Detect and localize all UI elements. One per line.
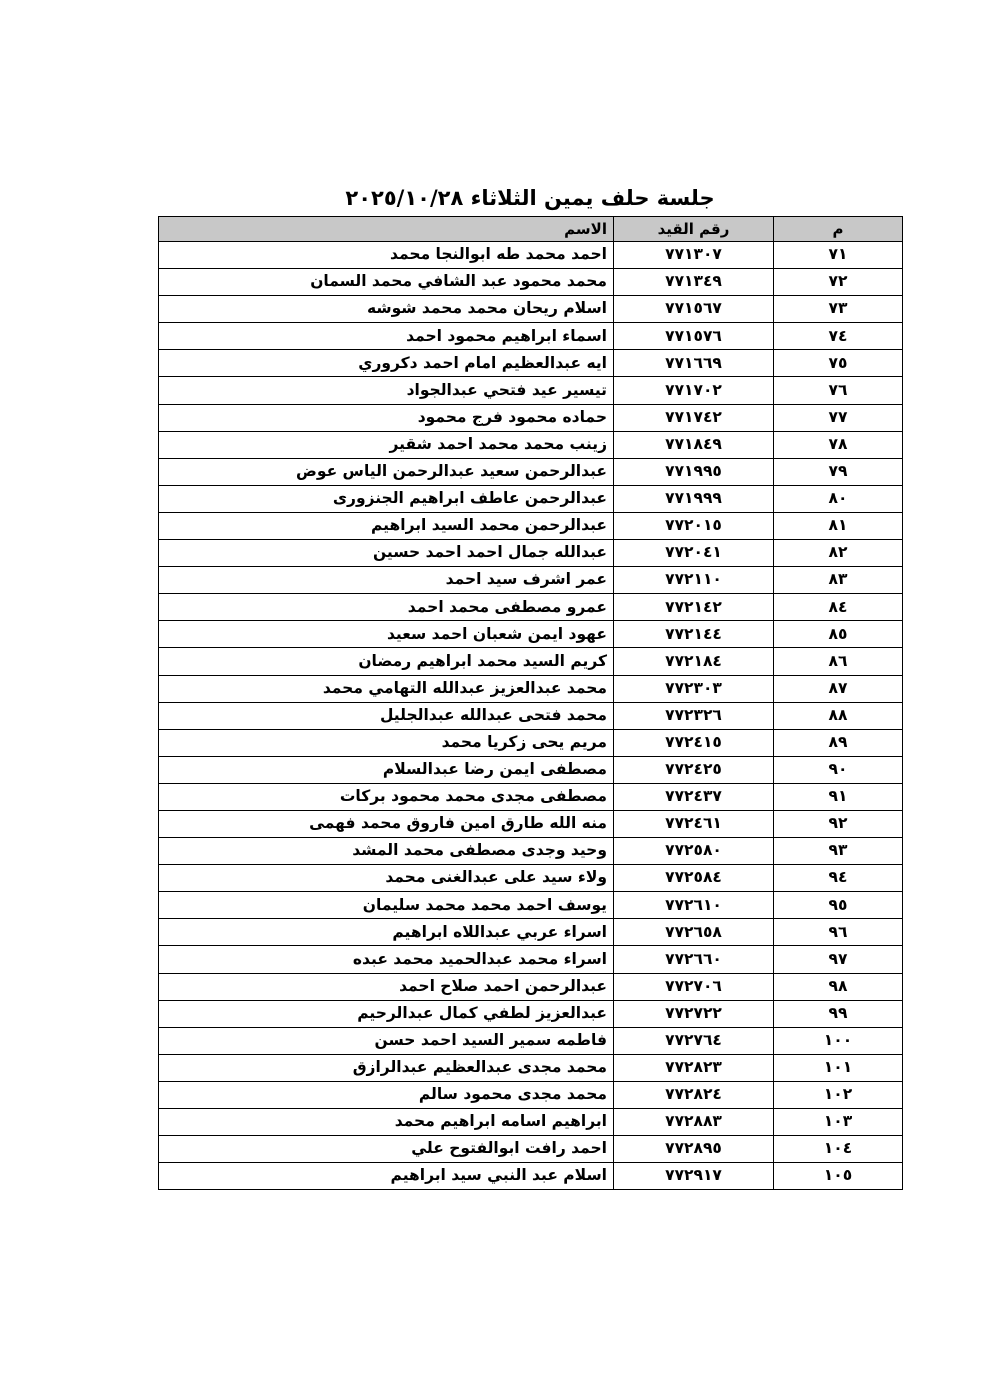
row-number: ٩٩ <box>774 1000 903 1027</box>
registration-number: ٧٧١٣٠٧ <box>614 242 774 269</box>
table-row <box>159 838 903 865</box>
registration-number: ٧٧٢٨٩٥ <box>614 1136 774 1163</box>
registration-number: ٧٧٢٥٨٤ <box>614 865 774 892</box>
registration-number: ٧٧٢٤٢٥ <box>614 756 774 783</box>
row-number: ٩١ <box>774 783 903 810</box>
row-number: ١٠٣ <box>774 1109 903 1136</box>
table-row <box>159 756 903 783</box>
row-number: ٩٠ <box>774 756 903 783</box>
table-row <box>159 377 903 404</box>
person-name: حماده محمود فرج محمود <box>159 404 614 431</box>
row-number: ٧٣ <box>774 296 903 323</box>
person-name: ابراهيم اسامه ابراهيم محمد <box>159 1109 614 1136</box>
registration-number: ٧٧٢١١٠ <box>614 567 774 594</box>
row-number: ٩٥ <box>774 892 903 919</box>
table-row <box>159 810 903 837</box>
registration-number: ٧٧٢١٨٤ <box>614 648 774 675</box>
table-row <box>159 946 903 973</box>
table-row <box>159 512 903 539</box>
registration-number: ٧٧٢٧٢٢ <box>614 1000 774 1027</box>
person-name: عبدالعزيز لطفي كمال عبدالرحيم <box>159 1000 614 1027</box>
row-number: ٧٦ <box>774 377 903 404</box>
column-header-name: الاسم <box>159 217 614 242</box>
table-row <box>159 892 903 919</box>
table-row <box>159 1136 903 1163</box>
registration-number: ٧٧٢٨٢٣ <box>614 1054 774 1081</box>
registration-number: ٧٧١٩٩٥ <box>614 458 774 485</box>
table-row <box>159 783 903 810</box>
table-row <box>159 269 903 296</box>
row-number: ٨٤ <box>774 594 903 621</box>
table-row <box>159 1000 903 1027</box>
column-header-registration: رقم القيد <box>614 217 774 242</box>
row-number: ٧٨ <box>774 431 903 458</box>
table-row <box>159 621 903 648</box>
table-row <box>159 675 903 702</box>
person-name: تيسير عيد فتحي عبدالجواد <box>159 377 614 404</box>
table-row <box>159 1027 903 1054</box>
registration-number: ٧٧٢٧٦٤ <box>614 1027 774 1054</box>
person-name: اسماء ابراهيم محمود احمد <box>159 323 614 350</box>
person-name: عبدالرحمن احمد صلاح احمد <box>159 973 614 1000</box>
person-name: محمد فتحى عبدالله عبدالجليل <box>159 702 614 729</box>
table-row <box>159 296 903 323</box>
row-number: ٨٥ <box>774 621 903 648</box>
row-number: ٨٧ <box>774 675 903 702</box>
registration-number: ٧٧١٧٠٢ <box>614 377 774 404</box>
row-number: ٨٢ <box>774 540 903 567</box>
table-row <box>159 1054 903 1081</box>
table-row <box>159 973 903 1000</box>
table-row <box>159 458 903 485</box>
person-name: اسلام عبد النبي سيد ابراهيم <box>159 1163 614 1190</box>
table-row <box>159 540 903 567</box>
person-name: محمد محمود عبد الشافي محمد السمان <box>159 269 614 296</box>
registration-number: ٧٧٢٨٨٣ <box>614 1109 774 1136</box>
person-name: كريم السيد محمد ابراهيم رمضان <box>159 648 614 675</box>
row-number: ١٠٠ <box>774 1027 903 1054</box>
row-number: ٧٥ <box>774 350 903 377</box>
table-row <box>159 648 903 675</box>
row-number: ٨١ <box>774 512 903 539</box>
registration-number: ٧٧١٧٤٢ <box>614 404 774 431</box>
row-number: ٧١ <box>774 242 903 269</box>
registration-number: ٧٧٢٨٢٤ <box>614 1081 774 1108</box>
person-name: احمد رافت ابوالفتوح علي <box>159 1136 614 1163</box>
person-name: ايه عبدالعظيم امام احمد دكروري <box>159 350 614 377</box>
registration-number: ٧٧١٦٦٩ <box>614 350 774 377</box>
table-row <box>159 242 903 269</box>
person-name: عبدالرحمن عاطف ابراهيم الجنزورى <box>159 485 614 512</box>
person-name: مريم يحى زكريا محمد <box>159 729 614 756</box>
row-number: ١٠١ <box>774 1054 903 1081</box>
row-number: ١٠٢ <box>774 1081 903 1108</box>
person-name: منه الله طارق امين فاروق محمد فهمى <box>159 810 614 837</box>
registration-number: ٧٧٢٥٨٠ <box>614 838 774 865</box>
row-number: ٨٩ <box>774 729 903 756</box>
person-name: مصطفى ايمن رضا عبدالسلام <box>159 756 614 783</box>
registration-number: ٧٧١٩٩٩ <box>614 485 774 512</box>
registration-number: ٧٧١٣٤٩ <box>614 269 774 296</box>
roster-table <box>158 216 903 1190</box>
registration-number: ٧٧٢٣٠٣ <box>614 675 774 702</box>
row-number: ٩٢ <box>774 810 903 837</box>
person-name: وحيد وجدى مصطفى محمد المشد <box>159 838 614 865</box>
table-row <box>159 404 903 431</box>
table-row <box>159 323 903 350</box>
table-row <box>159 1081 903 1108</box>
row-number: ٩٨ <box>774 973 903 1000</box>
person-name: فاطمه سمير السيد احمد حسن <box>159 1027 614 1054</box>
table-row <box>159 919 903 946</box>
registration-number: ٧٧١٨٤٩ <box>614 431 774 458</box>
person-name: عمرو مصطفى محمد احمد <box>159 594 614 621</box>
table-row <box>159 1109 903 1136</box>
person-name: عمر اشرف سيد احمد <box>159 567 614 594</box>
row-number: ٩٧ <box>774 946 903 973</box>
registration-number: ٧٧٢٦٦٠ <box>614 946 774 973</box>
person-name: اسراء عربي عبداللاه ابراهيم <box>159 919 614 946</box>
registration-number: ٧٧٢٠٤١ <box>614 540 774 567</box>
registration-number: ٧٧٢٩١٧ <box>614 1163 774 1190</box>
registration-number: ٧٧٢١٤٤ <box>614 621 774 648</box>
table-row <box>159 729 903 756</box>
person-name: احمد محمد طه ابوالنجا محمد <box>159 242 614 269</box>
person-name: ولاء سيد على عبدالغنى محمد <box>159 865 614 892</box>
table-body <box>159 242 903 1190</box>
registration-number: ٧٧٢٤١٥ <box>614 729 774 756</box>
person-name: زينب محمد محمد احمد شقير <box>159 431 614 458</box>
row-number: ٧٧ <box>774 404 903 431</box>
person-name: يوسف احمد محمد محمد سليمان <box>159 892 614 919</box>
person-name: محمد عبدالعزيز عبدالله التهامي محمد <box>159 675 614 702</box>
row-number: ١٠٤ <box>774 1136 903 1163</box>
person-name: محمد مجدى عبدالعظيم عبدالرازق <box>159 1054 614 1081</box>
registration-number: ٧٧٢٠١٥ <box>614 512 774 539</box>
row-number: ٧٤ <box>774 323 903 350</box>
person-name: اسراء محمد عبدالحميد محمد عبده <box>159 946 614 973</box>
row-number: ٩٣ <box>774 838 903 865</box>
person-name: اسلام ريحان محمد محمد شوشه <box>159 296 614 323</box>
row-number: ٩٤ <box>774 865 903 892</box>
row-number: ٩٦ <box>774 919 903 946</box>
person-name: عبدالرحمن سعيد عبدالرحمن الياس عوض <box>159 458 614 485</box>
row-number: ٧٢ <box>774 269 903 296</box>
table-row <box>159 567 903 594</box>
page-title: جلسة حلف يمين الثلاثاء ٢٠٢٥/١٠/٢٨ <box>345 186 715 210</box>
table-row <box>159 485 903 512</box>
registration-number: ٧٧١٥٦٧ <box>614 296 774 323</box>
table-header-row <box>159 217 903 242</box>
person-name: مصطفى مجدى محمد محمود بركات <box>159 783 614 810</box>
registration-number: ٧٧٢٧٠٦ <box>614 973 774 1000</box>
registration-number: ٧٧٢٣٢٦ <box>614 702 774 729</box>
table-row <box>159 1163 903 1190</box>
person-name: عبدالله جمال احمد احمد حسين <box>159 540 614 567</box>
registration-number: ٧٧٢٦١٠ <box>614 892 774 919</box>
row-number: ١٠٥ <box>774 1163 903 1190</box>
row-number: ٨٦ <box>774 648 903 675</box>
person-name: محمد مجدى محمود سالم <box>159 1081 614 1108</box>
row-number: ٨٨ <box>774 702 903 729</box>
table-row <box>159 350 903 377</box>
person-name: عهود ايمن شعبان احمد سعيد <box>159 621 614 648</box>
table-row <box>159 702 903 729</box>
registration-number: ٧٧٢٦٥٨ <box>614 919 774 946</box>
registration-number: ٧٧١٥٧٦ <box>614 323 774 350</box>
row-number: ٧٩ <box>774 458 903 485</box>
registration-number: ٧٧٢٤٣٧ <box>614 783 774 810</box>
table-row <box>159 594 903 621</box>
row-number: ٨٠ <box>774 485 903 512</box>
registration-number: ٧٧٢١٤٢ <box>614 594 774 621</box>
column-header-number: م <box>774 217 903 242</box>
table-row <box>159 431 903 458</box>
registration-number: ٧٧٢٤٦١ <box>614 810 774 837</box>
person-name: عبدالرحمن محمد السيد ابراهيم <box>159 512 614 539</box>
row-number: ٨٣ <box>774 567 903 594</box>
table-row <box>159 865 903 892</box>
